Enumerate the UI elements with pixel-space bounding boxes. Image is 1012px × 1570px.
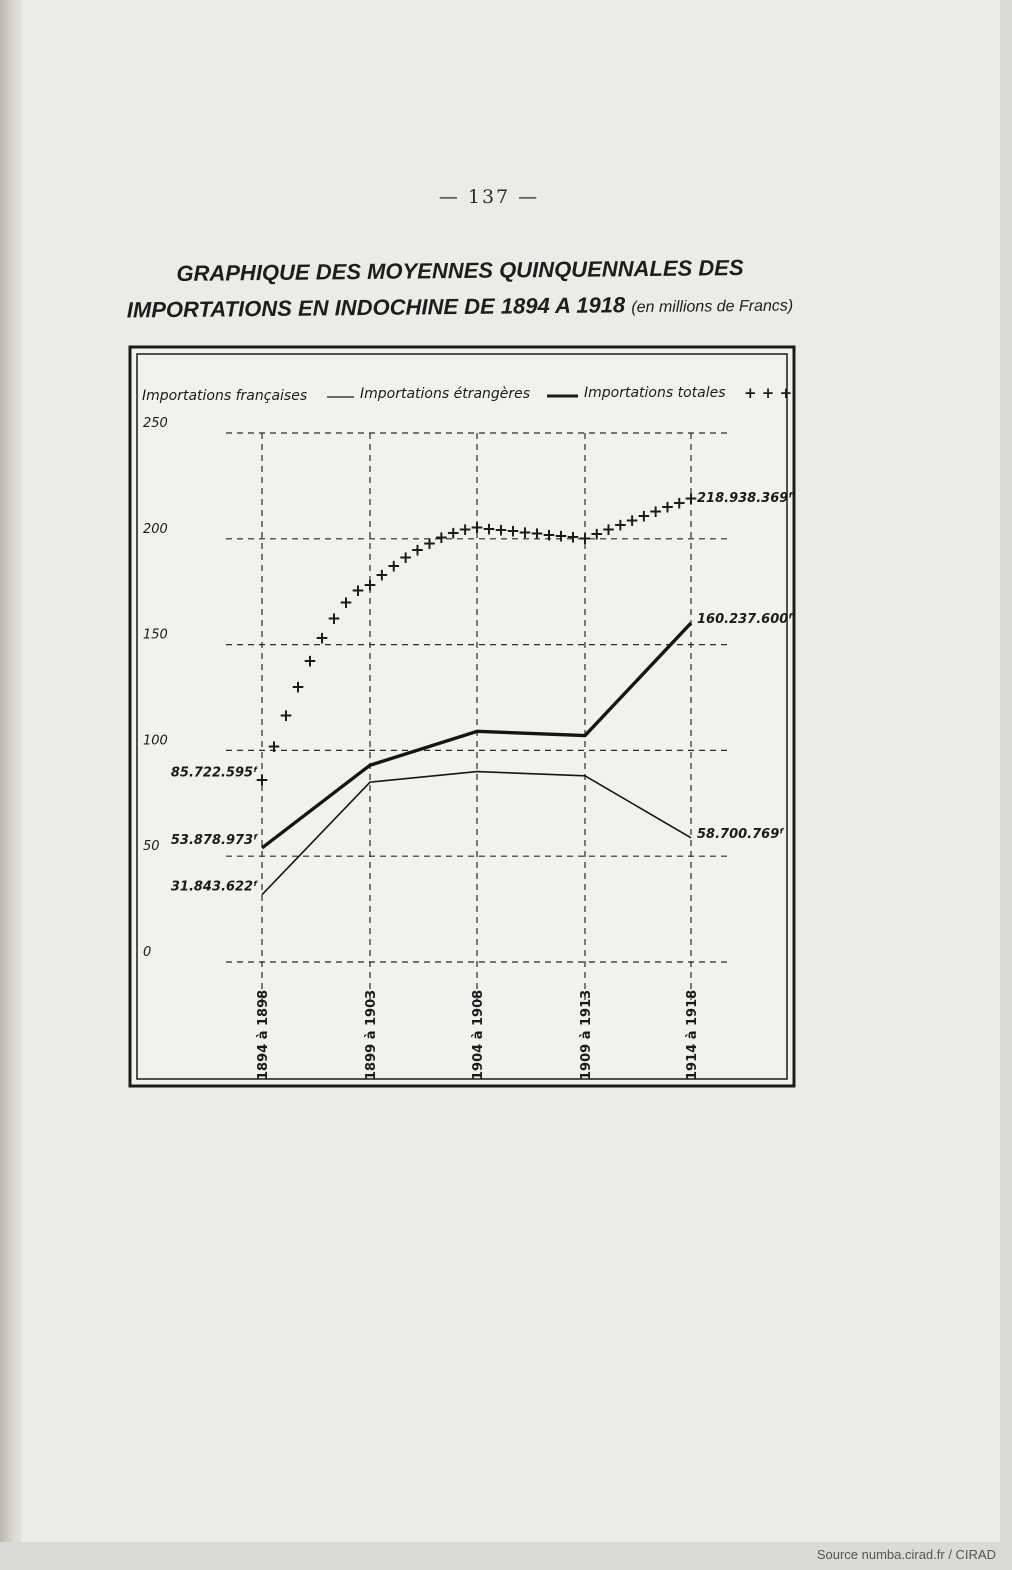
total-cross-mark: +	[660, 497, 675, 518]
total-cross-mark: +	[541, 525, 557, 546]
legend-swatch-total: + + +	[744, 384, 793, 402]
total-cross-mark: +	[553, 526, 569, 547]
total-cross-mark: +	[636, 506, 652, 527]
x-tick-1: 1899 à 1903	[364, 989, 379, 1080]
data-label-0: 85.722.595ᶠ	[170, 765, 258, 781]
data-label-5: 58.700.769ᶠ	[697, 826, 785, 842]
total-cross-mark: +	[410, 540, 425, 561]
total-cross-mark: +	[398, 548, 413, 569]
total-cross-mark: +	[672, 493, 687, 514]
total-cross-mark: +	[613, 515, 628, 536]
total-cross-mark: +	[254, 770, 270, 791]
y-tick-50: 50	[143, 839, 160, 855]
total-cross-mark: +	[422, 533, 437, 554]
total-cross-mark: +	[457, 519, 473, 540]
data-label-4: 160.237.600ᶠ	[697, 612, 794, 628]
y-tick-150: 150	[143, 627, 168, 643]
total-cross-mark: +	[314, 628, 330, 649]
total-cross-mark: +	[446, 523, 461, 544]
y-tick-100: 100	[143, 733, 168, 749]
total-cross-mark: +	[683, 488, 699, 509]
x-tick-0: 1894 à 1898	[256, 989, 271, 1080]
total-cross-mark: +	[326, 609, 342, 630]
total-cross-mark: +	[601, 519, 616, 540]
total-cross-mark: +	[338, 592, 354, 613]
page-number: — 137 —	[438, 186, 540, 208]
chart-title-line-1: GRAPHIQUE DES MOYENNES QUINQUENNALES DES	[176, 255, 744, 286]
total-cross-mark: +	[469, 518, 485, 539]
chart-frame-outer	[130, 347, 794, 1086]
total-cross-mark: +	[517, 522, 533, 543]
legend-label-total: Importations totales	[584, 385, 726, 401]
total-cross-mark: +	[648, 502, 663, 523]
total-cross-mark: +	[481, 519, 497, 540]
x-tick-2: 1904 à 1908	[471, 989, 486, 1080]
total-cross-mark: +	[386, 556, 401, 577]
legend-label-french: Importations françaises	[142, 388, 308, 404]
y-tick-0: 0	[143, 945, 152, 960]
total-cross-mark: +	[278, 705, 294, 726]
total-cross-mark: +	[434, 528, 449, 549]
chart-title-main: IMPORTATIONS EN INDOCHINE DE 1894 A 1918	[126, 292, 626, 323]
total-cross-mark: +	[362, 575, 378, 596]
x-tick-3: 1909 à 1913	[579, 989, 594, 1080]
x-tick-4: 1914 à 1918	[685, 989, 700, 1080]
source-note: Source numba.cirad.fr / CIRAD	[816, 1547, 996, 1562]
total-cross-mark: +	[577, 528, 593, 549]
data-label-2: 31.843.622ᶠ	[170, 879, 258, 895]
legend-label-foreign: Importations étrangères	[360, 386, 531, 402]
total-cross-mark: +	[624, 511, 640, 532]
chart-title-unit: (en millions de Francs)	[631, 297, 794, 317]
total-cross-mark: +	[589, 524, 604, 545]
y-tick-200: 200	[143, 521, 168, 537]
total-cross-mark: +	[529, 524, 545, 545]
total-cross-mark: +	[302, 651, 318, 672]
total-cross-mark: +	[505, 521, 521, 542]
total-cross-mark: +	[290, 677, 306, 698]
total-cross-mark: +	[350, 581, 366, 602]
total-cross-mark: +	[374, 565, 390, 586]
data-label-1: 53.878.973ᶠ	[170, 832, 258, 848]
total-cross-mark: +	[493, 520, 509, 541]
total-cross-mark: +	[266, 737, 282, 758]
total-cross-mark: +	[565, 527, 581, 548]
y-tick-250: 250	[143, 416, 168, 431]
data-label-3: 218.938.369ᶠ	[697, 490, 794, 506]
